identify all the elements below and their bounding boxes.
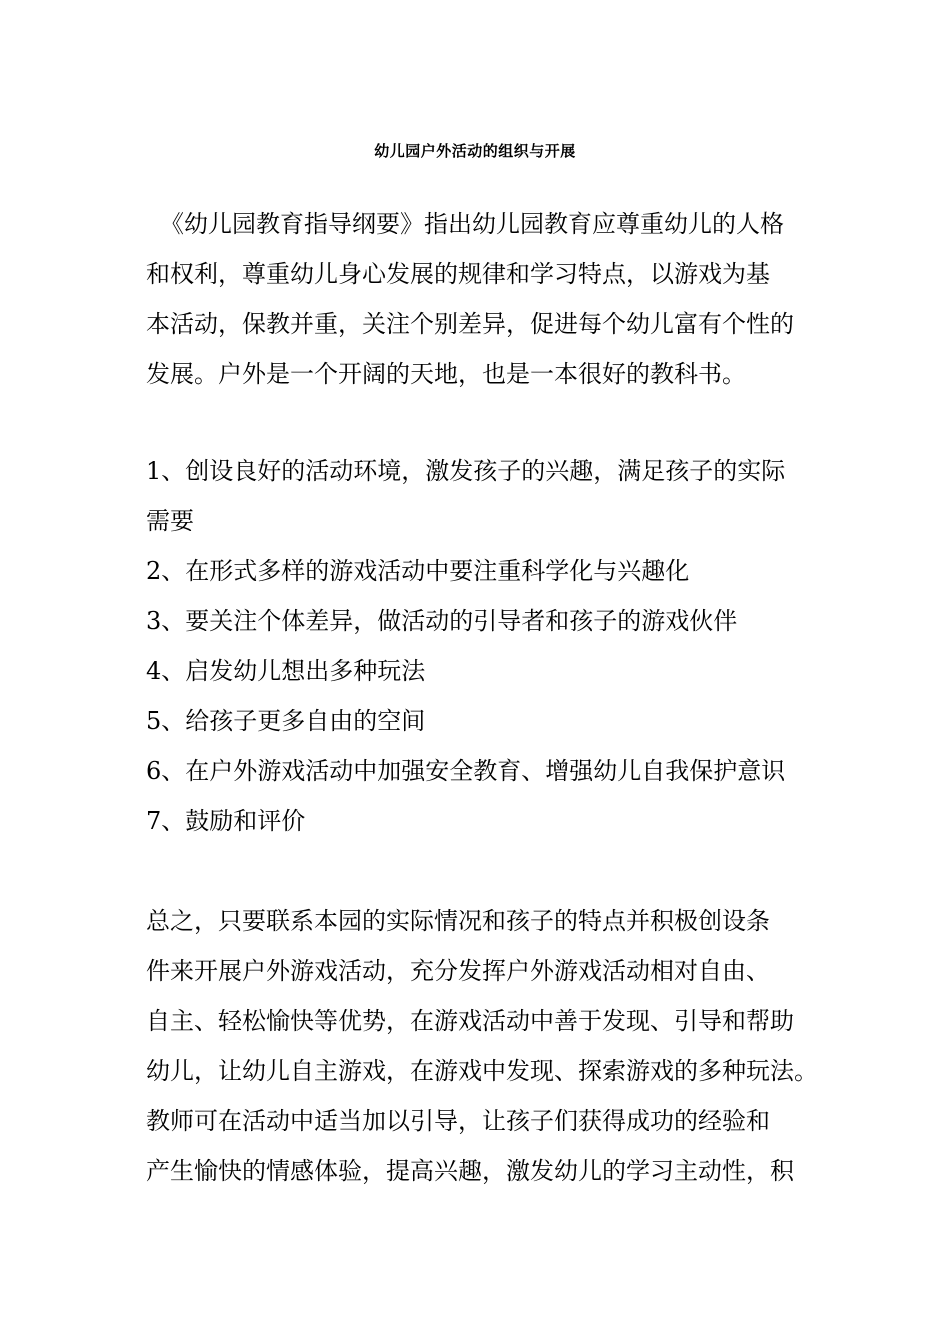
list-item: 6、在户外游戏活动中加强安全教育、增强幼儿自我保护意识 [146, 757, 786, 785]
intro-line: 和权利，尊重幼儿身心发展的规律和学习特点，以游戏为基 [146, 260, 770, 288]
document-title: 幼儿园户外活动的组织与开展 [374, 142, 576, 160]
conclusion-line: 产生愉快的情感体验，提高兴趣，激发幼儿的学习主动性，积 [146, 1157, 794, 1185]
list-item: 5、给孩子更多自由的空间 [146, 707, 426, 735]
list-item: 3、要关注个体差异，做活动的引导者和孩子的游戏伙伴 [146, 607, 738, 635]
intro-line: 本活动，保教并重，关注个别差异，促进每个幼儿富有个性的 [146, 310, 794, 338]
conclusion-line: 自主、轻松愉快等优势，在游戏活动中善于发现、引导和帮助 [146, 1007, 794, 1035]
conclusion-line: 教师可在活动中适当加以引导，让孩子们获得成功的经验和 [146, 1107, 770, 1135]
intro-line: 《幼儿园教育指导纲要》指出幼儿园教育应尊重幼儿的人格 [160, 210, 784, 238]
list-item: 7、鼓励和评价 [146, 807, 306, 835]
list-item: 4、启发幼儿想出多种玩法 [146, 657, 426, 685]
list-item-continuation: 需要 [146, 507, 194, 535]
list-item: 2、在形式多样的游戏活动中要注重科学化与兴趣化 [146, 557, 690, 585]
list-item: 1、创设良好的活动环境，激发孩子的兴趣，满足孩子的实际 [146, 457, 786, 485]
conclusion-line: 幼儿，让幼儿自主游戏，在游戏中发现、探索游戏的多种玩法。 [146, 1057, 818, 1085]
conclusion-line: 件来开展户外游戏活动，充分发挥户外游戏活动相对自由、 [146, 957, 770, 985]
intro-line: 发展。户外是一个开阔的天地，也是一本很好的教科书。 [146, 360, 746, 388]
conclusion-line: 总之，只要联系本园的实际情况和孩子的特点并积极创设条 [146, 907, 770, 935]
